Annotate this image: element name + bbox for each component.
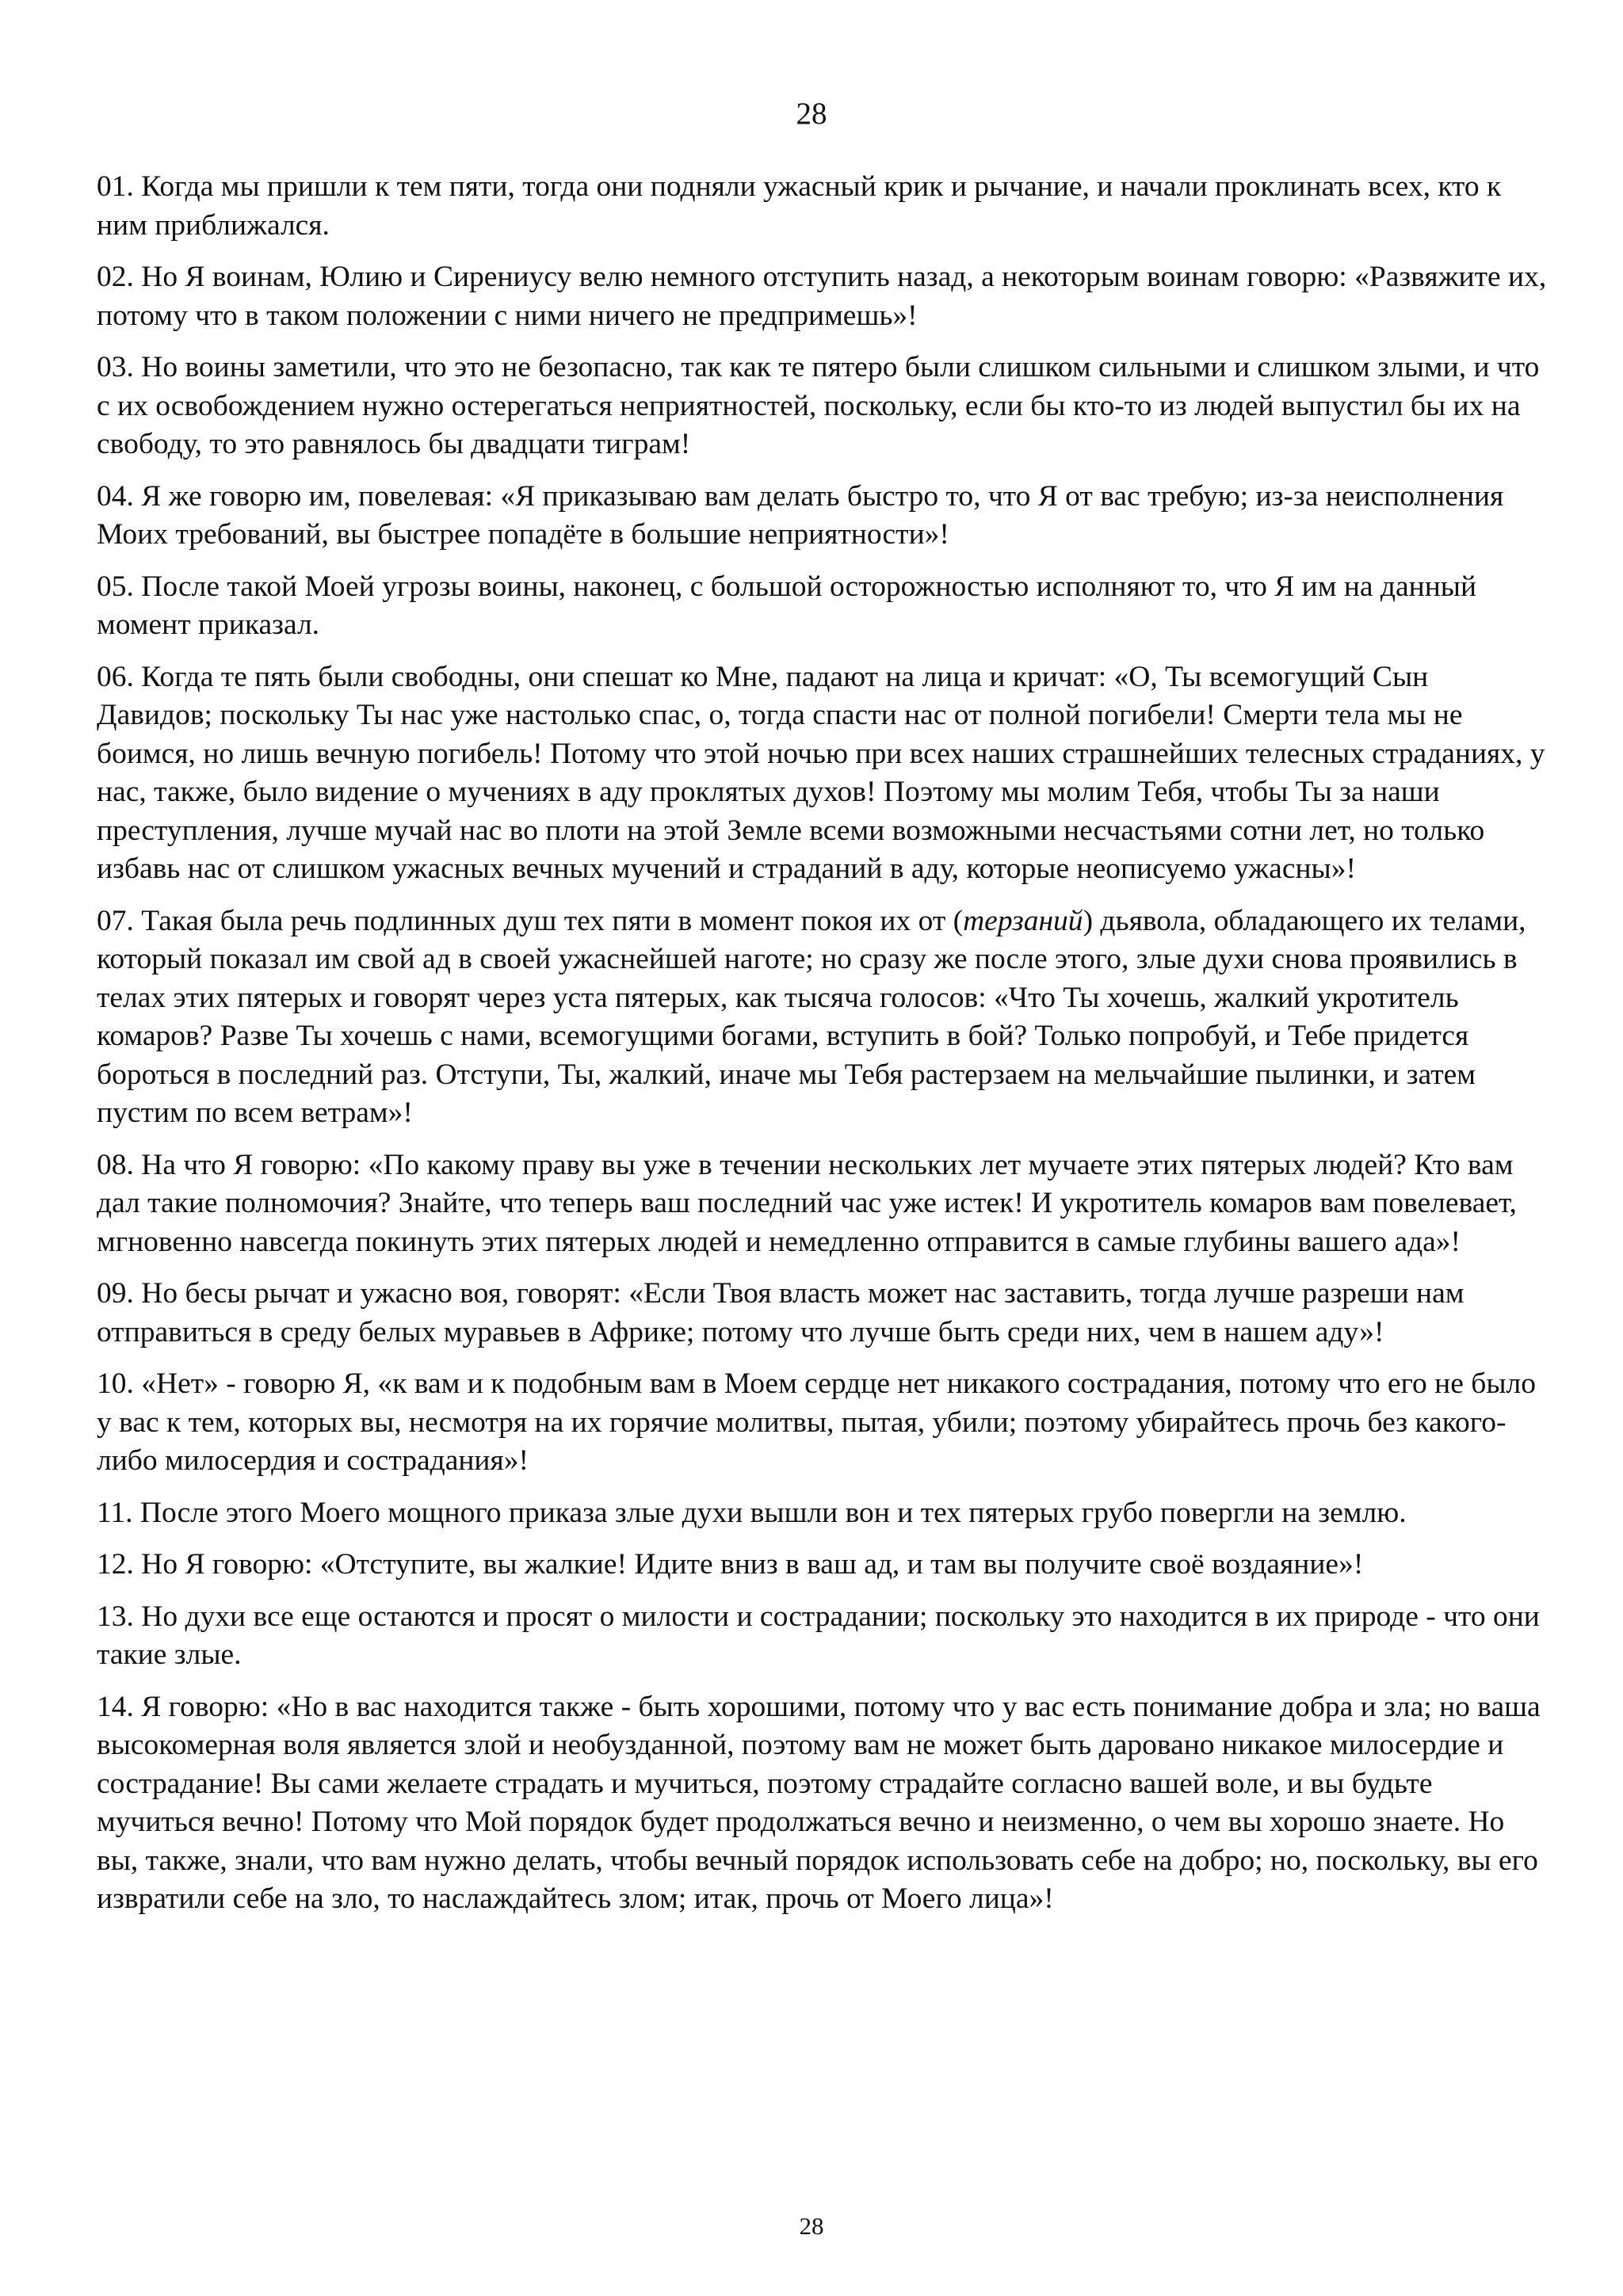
paragraph-07-italic: терзаний [963,904,1083,937]
paragraph-05: 05. После такой Моей угрозы воины, наконец, с большой осторожностью исполняют то, что Я им на данный момент приказал. [97,570,1477,641]
paragraph-10: 10. «Нет» - говорю Я, «к вам и к подобным вам в Моем сердце нет никакого сострадания, потому что его не было у вас к тем, которых вы, несмотря на их горячие молитвы, пытая, убили; поэтому убирайтесь прочь без какого-либо милосердия и сострадания»! [97,1367,1536,1477]
paragraph-09: 09. Но бесы рычат и ужасно воя, говорят: «Если Твоя власть может нас заставить, тогда лучше разреши нам отправиться в среду белых муравьев в Африке; потому что лучше быть среди них, чем в нашем аду»! [97,1277,1465,1348]
document-body [97,168,1547,1932]
paragraph-06: 06. Когда те пять были свободны, они спешат ко Мне, падают на лица и кричат: «О, Ты всемогущий Сын Давидов; поскольку Ты нас уже настолько спас, о, тогда спасти нас от полной погибели! Смерти тела мы не боимся, но лишь вечную погибель! Потому что этой ночью при всех наших страшнейших телесных страданиях, у нас, также, было видение о мучениях в аду проклятых духов! Поэтому мы молим Тебя, чтобы Ты за наши преступления, лучше мучай нас во плоти на этой Земле всеми возможными несчастьями сотни лет, но только избавь нас от слишком ужасных вечных мучений и страданий в аду, которые неописуемо ужасны»! [97,660,1545,885]
paragraph-07 [97,902,1547,1133]
paragraph-07-start: 07. Такая была речь подлинных душ тех пяти в момент покоя их от ( [97,904,964,937]
paragraph-08: 08. На что Я говорю: «По какому праву вы уже в течении нескольких лет мучаете этих пятерых людей? Кто вам дал такие полномочия? Знайте, что теперь ваш последний час уже истек! И укротитель комаров вам повелевает, мгновенно навсегда покинуть этих пятерых людей и немедленно отправится в самые глубины вашего ада»! [97,1148,1517,1258]
paragraph-07-rest: ) дьявола, обладающего их телами, который показал им свой ад в своей ужаснейшей наготе; но сразу же после этого, злые духи снова проявились в телах этих пятерых и говорят через уста пятерых, как тысяча голосов: «Что Ты хочешь, жалкий укротитель комаров? Разве Ты хочешь с нами, всемогущими богами, вступить в бой? Только попробуй, и Тебе придется бороться в последний раз. Отступи, Ты, жалкий, иначе мы Тебя растерзаем на мельчайшие пылинки, и затем пустим по всем ветрам»! [97,904,1526,1129]
paragraph-01: 01. Когда мы пришли к тем пяти, тогда они подняли ужасный крик и рычание, и начали проклинать всех, кто к ним приближался. [97,170,1502,242]
paragraph-03: 03. Но воины заметили, что это не безопасно, так как те пятеро были слишком сильными и слишком злыми, и что с их освобождением нужно остерегаться неприятностей, поскольку, если бы кто-то из людей выпустил бы их на свободу, то это равнялось бы двадцати тиграм! [97,351,1540,460]
page-number-bottom: 28 [799,2212,824,2240]
paragraph-13: 13. Но духи все еще остаются и просят о милости и сострадании; поскольку это находится в их природе - что они такие злые. [97,1600,1540,1671]
paragraph-04: 04. Я же говорю им, повелевая: «Я приказываю вам делать быстро то, что Я от вас требую; из-за неисполнения Моих требований, вы быстрее попадёте в большие неприятности»! [97,479,1504,551]
paragraph-14: 14. Я говорю: «Но в вас находится также - быть хорошими, потому что у вас есть понимание добра и зла; но ваша высокомерная воля является злой и необузданной, поэтому вам не может быть даровано никакое милосердие и сострадание! Вы сами желаете страдать и мучиться, поэтому страдайте согласно вашей воле, и вы будьте мучиться вечно! Потому что Мой порядок будет продолжаться вечно и неизменно, о чем вы хорошо знаете. Но вы, также, знали, что вам нужно делать, чтобы вечный порядок использовать себе на добро; но, поскольку, вы его извратили себе на зло, то наслаждайтесь злом; итак, прочь от Моего лица»! [97,1690,1541,1915]
paragraph-12: 12. Но Я говорю: «Отступите, вы жалкие! Идите вниз в ваш ад, и там вы получите своё воздаяние»! [97,1548,1364,1581]
paragraph-02: 02. Но Я воинам, Юлию и Сирениусу велю немного отступить назад, а некоторым воинам говорю: «Развяжите их, потому что в таком положении с ними ничего не предпримешь»! [97,261,1547,332]
page-number-top: 28 [796,97,827,131]
paragraph-11: 11. После этого Моего мощного приказа злые духи вышли вон и тех пятерых грубо повергли на землю. [97,1496,1407,1529]
